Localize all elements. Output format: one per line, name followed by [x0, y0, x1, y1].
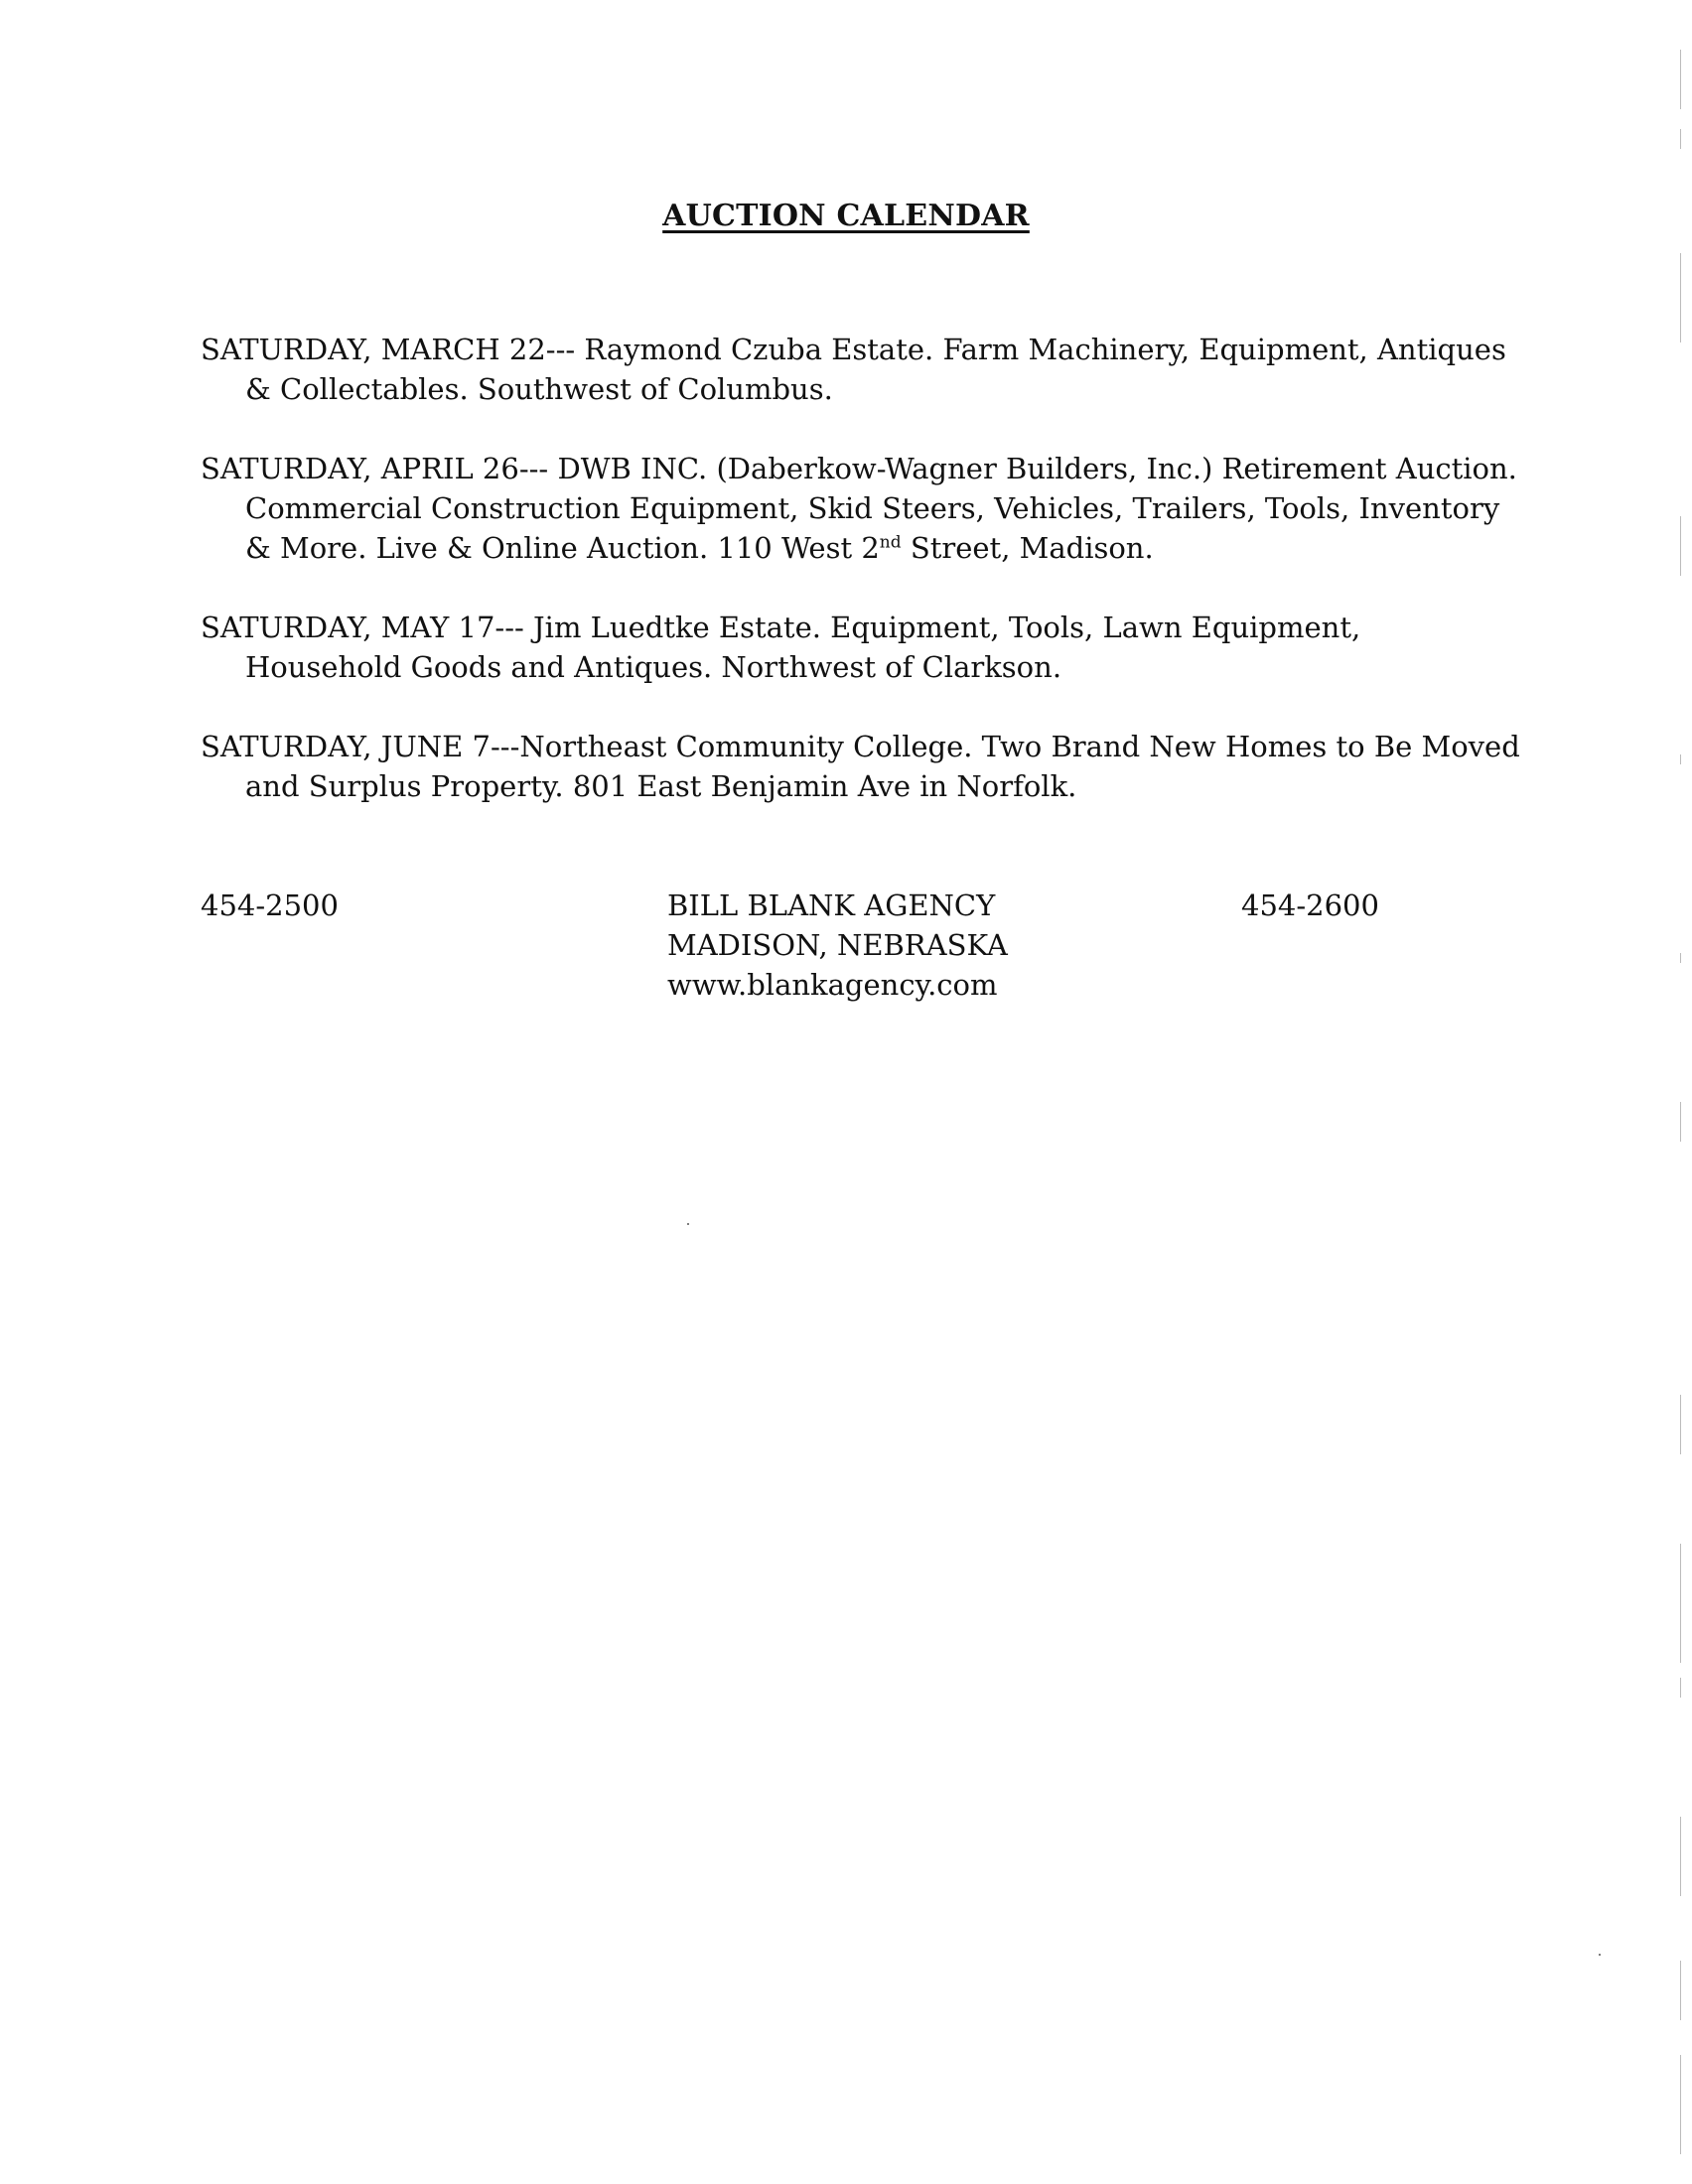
agency-location: MADISON, NEBRASKA: [667, 928, 1008, 962]
agency-block: [667, 886, 1008, 1005]
page-title: AUCTION CALENDAR: [662, 199, 1030, 233]
scan-speck: [1599, 1954, 1601, 1956]
auction-entry-april: [201, 449, 1521, 568]
scan-speck: [687, 1223, 689, 1225]
scan-edge-marks: [1680, 0, 1682, 2184]
auction-list: [201, 330, 1521, 846]
auction-entry-april-text-end: Street, Madison.: [901, 531, 1154, 565]
auction-entry-june: SATURDAY, JUNE 7---Northeast Community College. Two Brand New Homes to Be Moved and Surplus Property. 801 East Benjamin Ave in Norfolk.: [201, 730, 1520, 803]
agency-website: www.blankagency.com: [667, 968, 998, 1002]
phone-number-left: 454-2500: [201, 888, 339, 922]
auction-entry-may: SATURDAY, MAY 17--- Jim Luedtke Estate. Equipment, Tools, Lawn Equipment, Household Goods and Antiques. Northwest of Clarkson.: [201, 611, 1361, 684]
auction-entry-april-text: SATURDAY, APRIL 26--- DWB INC. (Daberkow-Wagner Builders, Inc.) Retirement Auction. Commercial Construction Equipment, Skid Steers, Vehicles, Trailers, Tools, Inventory & More. Live & Online Auction. 110 West 2: [201, 452, 1517, 565]
auction-entry-march: SATURDAY, MARCH 22--- Raymond Czuba Estate. Farm Machinery, Equipment, Antiques & Collectables. Southwest of Columbus.: [201, 333, 1506, 406]
agency-name: BILL BLANK AGENCY: [667, 888, 996, 922]
ordinal-suffix: nd: [879, 532, 902, 553]
phone-number-right: 454-2600: [1241, 888, 1379, 922]
